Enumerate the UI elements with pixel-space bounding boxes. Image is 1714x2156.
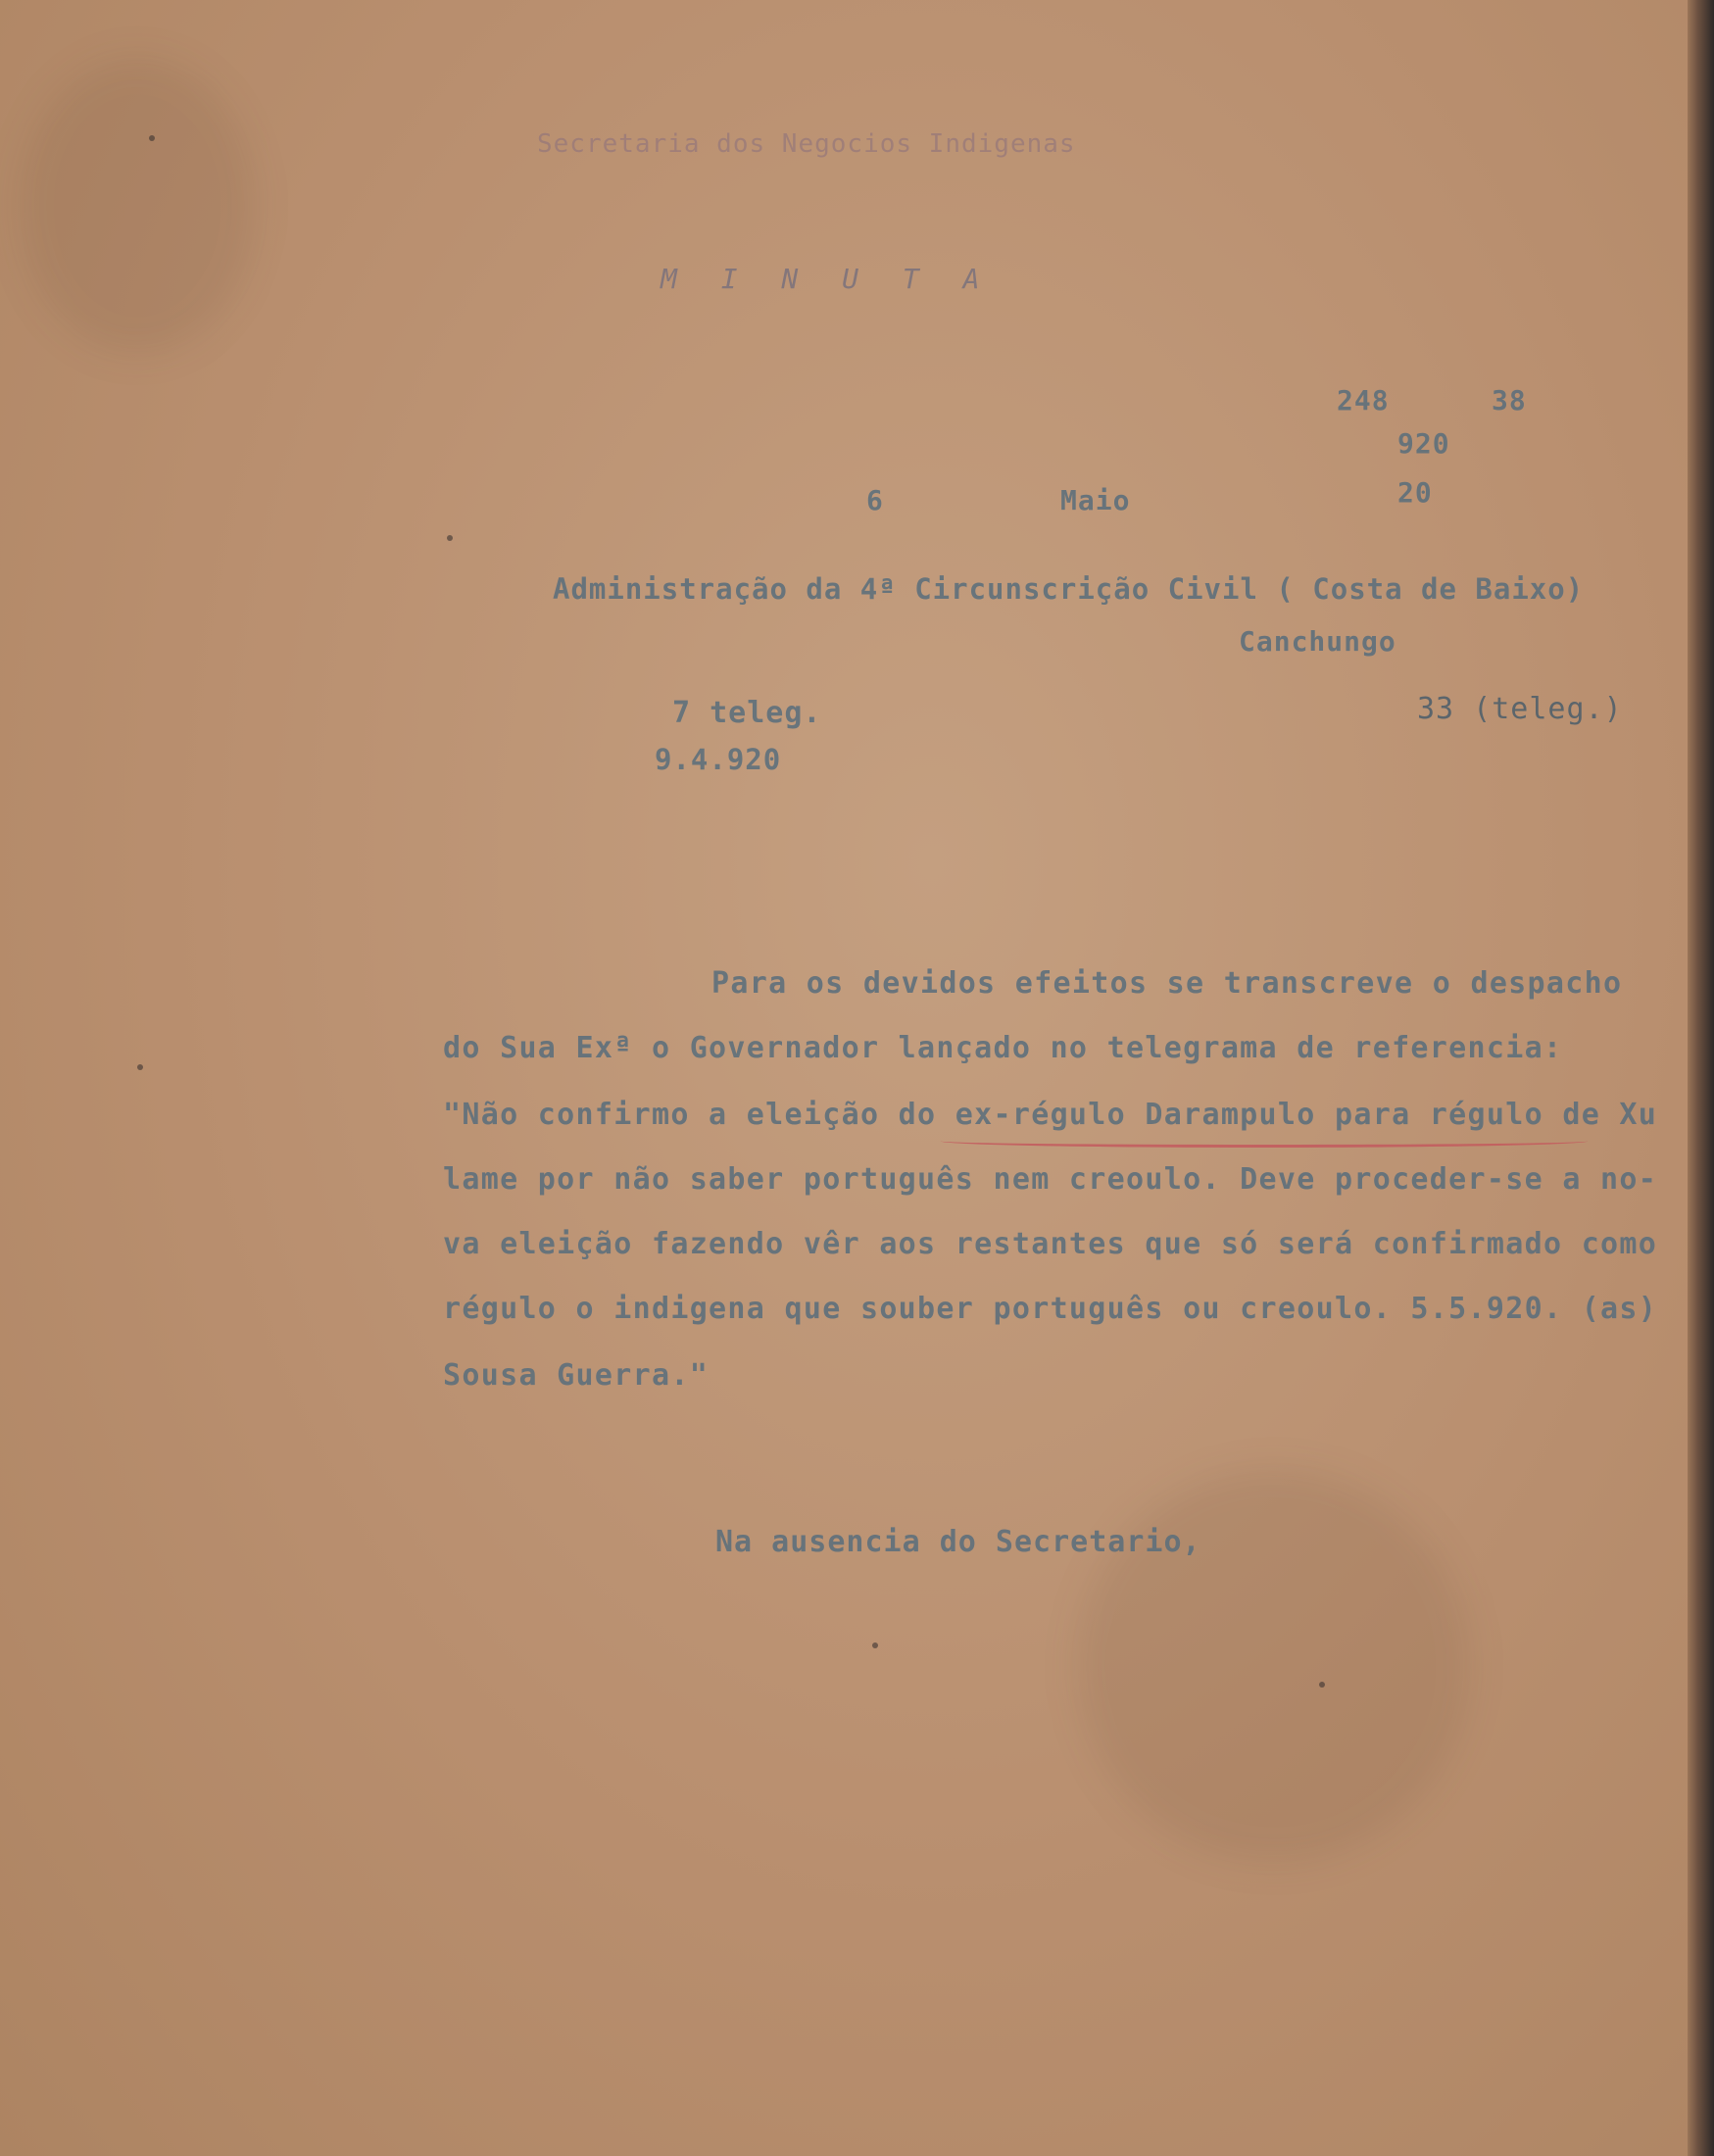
paper-speck (149, 135, 155, 141)
body-line: Sousa Guerra." (443, 1358, 710, 1393)
date-day: 6 (866, 484, 884, 516)
paper-speck (447, 535, 453, 541)
date-month: Maio (1060, 484, 1131, 516)
paper-speck (1319, 1682, 1325, 1688)
body-line: va eleição fazendo vêr aos restantes que só será confirmado como (443, 1227, 1658, 1261)
office-header: Secretaria dos Negocios Indigenas (537, 129, 1076, 159)
signature-line: Na ausencia do Secretario, (715, 1525, 1201, 1559)
body-line: "Não confirmo a eleição do ex-régulo Darampulo para régulo de Xu (443, 1098, 1658, 1132)
reference-number-secondary: 38 (1492, 384, 1527, 416)
body-line: Para os devidos efeitos se transcreve o despacho (711, 966, 1623, 1001)
reference-telegram-date: 9.4.920 (655, 743, 782, 776)
body-line: régulo o indigena que souber português ou creoulo. 5.5.920. (as) (443, 1292, 1658, 1326)
page-edge (1688, 0, 1714, 2156)
reference-year: 920 (1397, 427, 1450, 460)
addressee-place: Canchungo (1239, 625, 1396, 658)
red-pencil-underline (941, 1135, 1588, 1148)
reference-number: 248 (1337, 384, 1390, 416)
minuta-heading: M I N U T A (661, 263, 994, 295)
addressee-line: Administração da 4ª Circunscrição Civil ( Costa de Baixo) (553, 572, 1585, 606)
paper-speck (872, 1642, 878, 1648)
reference-telegram-right: 33 (teleg.) (1417, 692, 1623, 726)
date-year: 20 (1397, 476, 1433, 509)
body-line: lame por não saber português nem creoulo. Deve proceder-se a no- (443, 1162, 1658, 1197)
paper-stain (20, 59, 255, 353)
paper-speck (137, 1064, 143, 1070)
body-line: do Sua Exª o Governador lançado no telegrama de referencia: (443, 1031, 1563, 1065)
reference-telegram-left: 7 teleg. (672, 696, 822, 730)
